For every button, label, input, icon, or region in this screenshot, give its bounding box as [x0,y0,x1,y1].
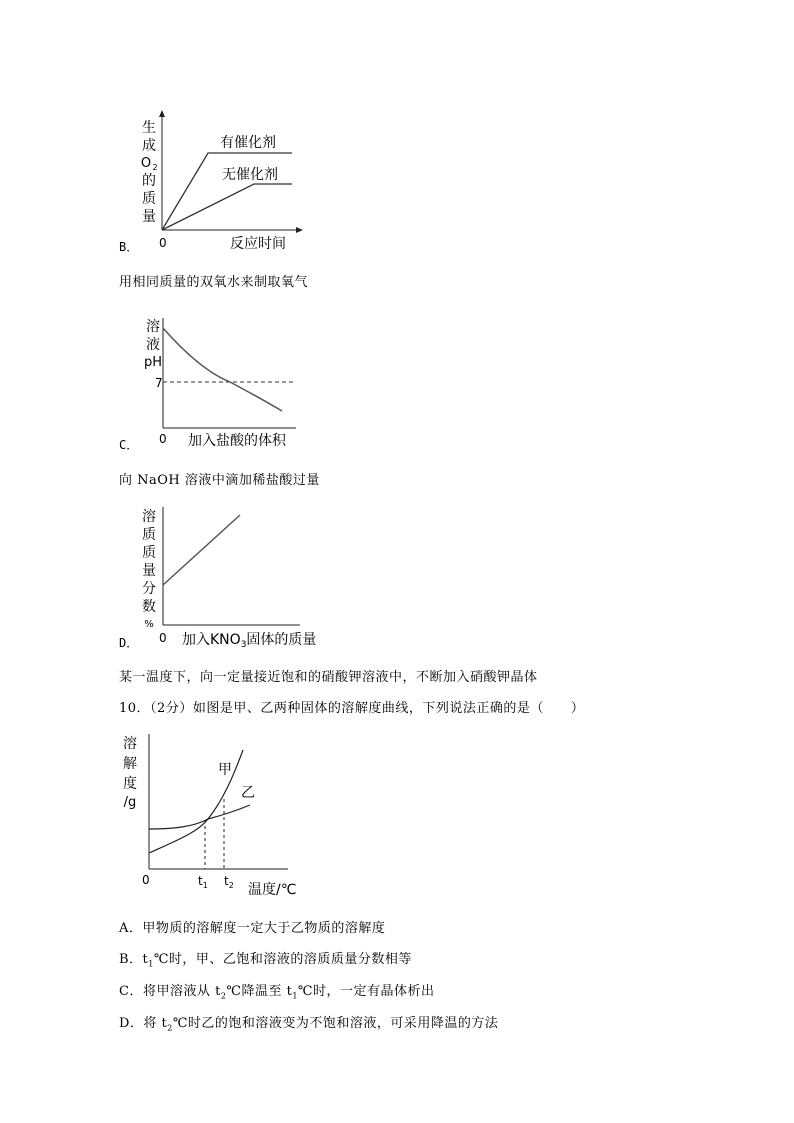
graph-c [130,310,310,455]
option-b[interactable] [119,948,412,969]
graph-c-curve [163,328,282,411]
solubility-t2 [224,874,234,890]
graph-d-curve [163,515,240,585]
graph-d-origin: 0 [159,631,167,645]
graph-b-ylabel-5: 量 [142,209,156,225]
graph-d-ylabel-0: 溶 [142,509,156,525]
graph-b-ylabel-o: O [140,156,152,171]
option-d[interactable] [119,1012,498,1033]
graph-b-ylabel-3: 的 [142,173,156,189]
option-d-pre: D．将 t [119,1016,168,1031]
solubility-ylabel-2: 度 [123,776,137,792]
graph-b-ylabel-4: 质 [142,191,156,207]
option-c-post: ℃时，一定有晶体析出 [297,984,435,999]
graph-b-origin: 0 [159,236,167,250]
graph-c-tick-7: 7 [155,376,163,390]
graph-d-xlabel-post: 固体的质量 [246,632,317,648]
option-c-mid: ℃降温至 t [226,984,293,999]
graph-b-caption: 用相同质量的双氧水来制取氧气 [119,275,309,290]
option-d-post: ℃时乙的饱和溶液变为不饱和溶液，可采用降温的方法 [172,1016,499,1031]
graph-d-xlabel-pre: 加入KNO [182,632,241,648]
solubility-t1-letter: t [198,874,203,888]
graph-c-ylabel-0: 溶 [146,319,160,335]
solubility-ylabel-1: 解 [123,756,137,772]
graph-c-ylabel-2: pH [143,355,163,370]
graph-b [130,110,310,260]
solubility-t1-sub: 1 [202,881,208,890]
graph-b-curve1-label: 有催化剂 [220,135,276,151]
graph-c-origin: 0 [159,432,167,446]
solubility-curve-yi-label: 乙 [241,785,255,801]
option-d-sub: 2 [167,1023,173,1033]
graph-d-caption: 某一温度下，向一定量接近饱和的硝酸钾溶液中，不断加入硝酸钾晶体 [119,670,538,685]
solubility-graph [118,732,308,902]
solubility-xlabel: 温度/℃ [248,882,297,898]
graph-d-ylabel-2: 质 [142,545,156,561]
graph-d-ylabel-5: 数 [142,599,156,615]
option-c-pre: C．将甲溶液从 t [119,984,221,999]
graph-b-ylabel-2 [141,156,151,171]
graph-b-curve-no-catalyst [162,184,292,230]
graph-b-ylabel-1: 成 [142,138,156,154]
option-b-pre: B．t [119,952,149,967]
graph-b-curve-catalyst [162,153,292,230]
graph-b-x-arrow [296,227,303,233]
graph-d-ylabel-4: 分 [142,581,156,597]
option-c-sub1: 2 [220,991,227,1001]
solubility-ylabel-3: /g [123,795,137,810]
option-b-post: ℃时，甲、乙饱和溶液的溶质质量分数相等 [153,952,412,967]
graph-b-ylabel-0: 生 [142,120,156,136]
graph-b-ylabel-sub: 2 [152,163,158,172]
graph-b-y-arrow [159,110,165,117]
solubility-t2-sub: 2 [228,881,234,890]
graph-c-caption: 向 NaOH 溶液中滴加稀盐酸过量 [119,473,320,488]
option-c[interactable] [119,980,434,1001]
graph-b-curve2-label: 无催化剂 [222,167,278,183]
option-c-sub2: 1 [292,991,298,1001]
graph-d-xlabel-sub: 3 [240,640,247,650]
question-10-stem: 10．（2分）如图是甲、乙两种固体的溶解度曲线，下列说法正确的是（ ） [119,701,585,716]
graph-d [130,505,330,653]
option-b-sub: 1 [148,959,154,969]
graph-b-option-label: B． [119,240,139,254]
graph-d-option-label: D． [119,636,139,650]
graph-b-xlabel: 反应时间 [230,236,286,252]
graph-c-option-label: C． [119,438,139,452]
graph-d-xlabel [182,631,316,650]
graph-d-ylabel-1: 质 [142,527,156,543]
graph-d-ylabel-3: 量 [142,563,156,579]
solubility-curve-yi [149,805,250,829]
graph-c-ylabel-1: 液 [146,337,160,353]
solubility-t1 [198,874,208,890]
solubility-origin: 0 [142,873,150,887]
graph-c-xlabel: 加入盐酸的体积 [188,433,286,449]
graph-d-ylabel-6: % [144,619,154,630]
solubility-curve-jia-label: 甲 [218,762,232,778]
solubility-ylabel-0: 溶 [123,736,137,752]
solubility-t2-letter: t [224,874,229,888]
option-a[interactable]: A．甲物质的溶解度一定大于乙物质的溶解度 [119,921,386,936]
